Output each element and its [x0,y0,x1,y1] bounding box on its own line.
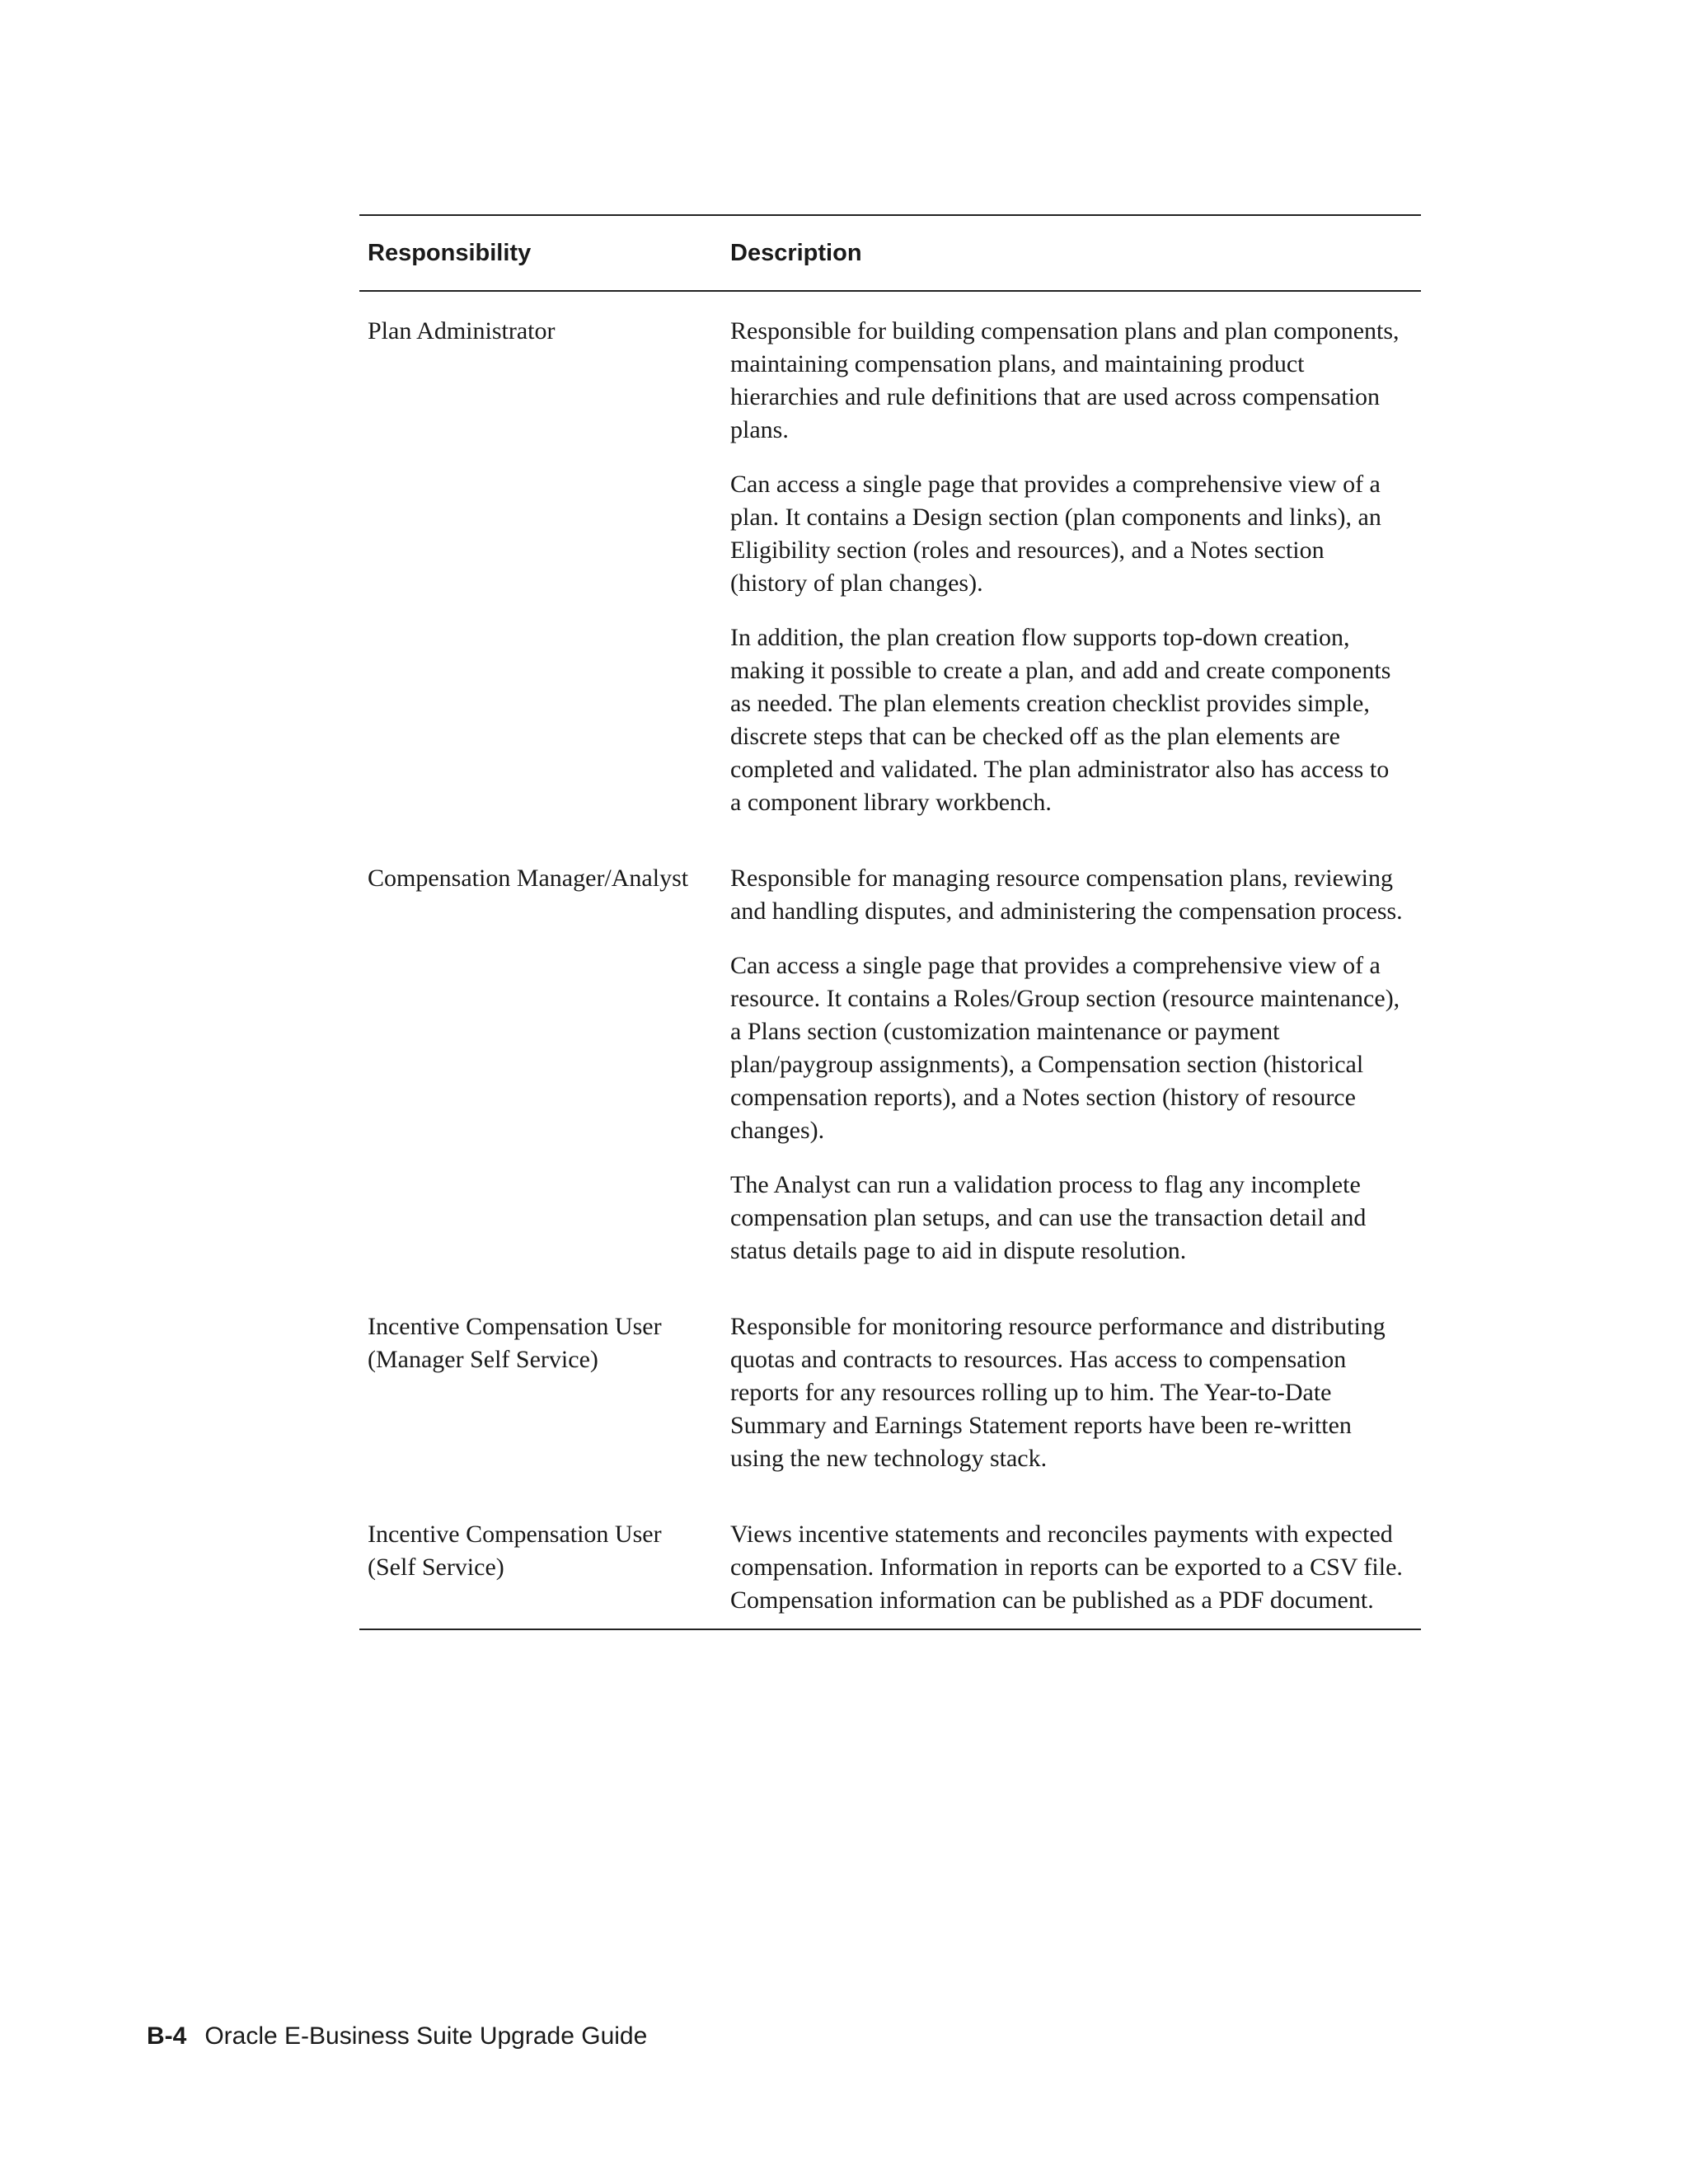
description-paragraph: Can access a single page that provides a comprehensive view of a plan. It contains a Design section (plan components and links), an Eligibility section (roles and resources), and a Notes section (history of plan changes). [730,471,1381,597]
description-paragraph: Can access a single page that provides a comprehensive view of a resource. It contains a Roles/Group section (resource maintenance), a Plans section (customization maintenance or payment plan/paygroup assignments), a Compensation section (historical compensation reports), and a Notes section (history of resource changes). [730,952,1400,1144]
responsibility-cell: Compensation Manager/Analyst [368,865,689,892]
description-cell [730,1310,1421,1475]
responsibility-cell: Incentive Compensation User (Manager Self Service) [368,1313,662,1373]
responsibility-cell: Incentive Compensation User (Self Service) [368,1521,662,1581]
table-header-row [359,216,1421,290]
table-row [359,315,1421,819]
table-row [359,1518,1421,1617]
responsibilities-table [359,214,1421,1630]
responsibility-cell: Plan Administrator [368,317,556,344]
description-paragraph: The Analyst can run a validation process to flag any incomplete compensation plan setups, and can use the transaction detail and status details page to aid in dispute resolution. [730,1171,1367,1264]
header-description: Description [730,239,862,266]
description-paragraph: Responsible for building compensation plans and plan components, maintaining compensation plans, and maintaining product hierarchies and rule definitions that are used across compensation plans. [730,317,1400,443]
description-paragraph: Views incentive statements and reconciles payments with expected compensation. Information in reports can be exported to a CSV file. Compensation information can be published as a PDF document. [730,1521,1403,1614]
description-cell [730,315,1421,819]
description-paragraph: Responsible for monitoring resource performance and distributing quotas and contracts to resources. Has access to compensation reports for any resources rolling up to him. The Year-to-Date Summary and Earnings Statement reports have been re-written using the new technology stack. [730,1313,1386,1472]
description-cell [730,1518,1421,1617]
description-paragraph: Responsible for managing resource compensation plans, reviewing and handling disputes, and administering the compensation process. [730,865,1403,925]
description-paragraph: In addition, the plan creation flow supports top-down creation, making it possible to create a plan, and add and create components as needed. The plan elements creation checklist provides simple, discrete steps that can be checked off as the plan elements are completed and validated. The plan administrator also has access to a component library workbench. [730,624,1391,816]
header-responsibility: Responsibility [368,239,532,266]
table-bottom-rule [359,1629,1421,1630]
page-number: B-4 [147,2022,187,2050]
table-row [359,1310,1421,1475]
table-row [359,862,1421,1268]
table-body [359,292,1421,1629]
page-footer [147,2022,647,2050]
book-title: Oracle E-Business Suite Upgrade Guide [204,2022,648,2050]
description-cell [730,862,1421,1268]
